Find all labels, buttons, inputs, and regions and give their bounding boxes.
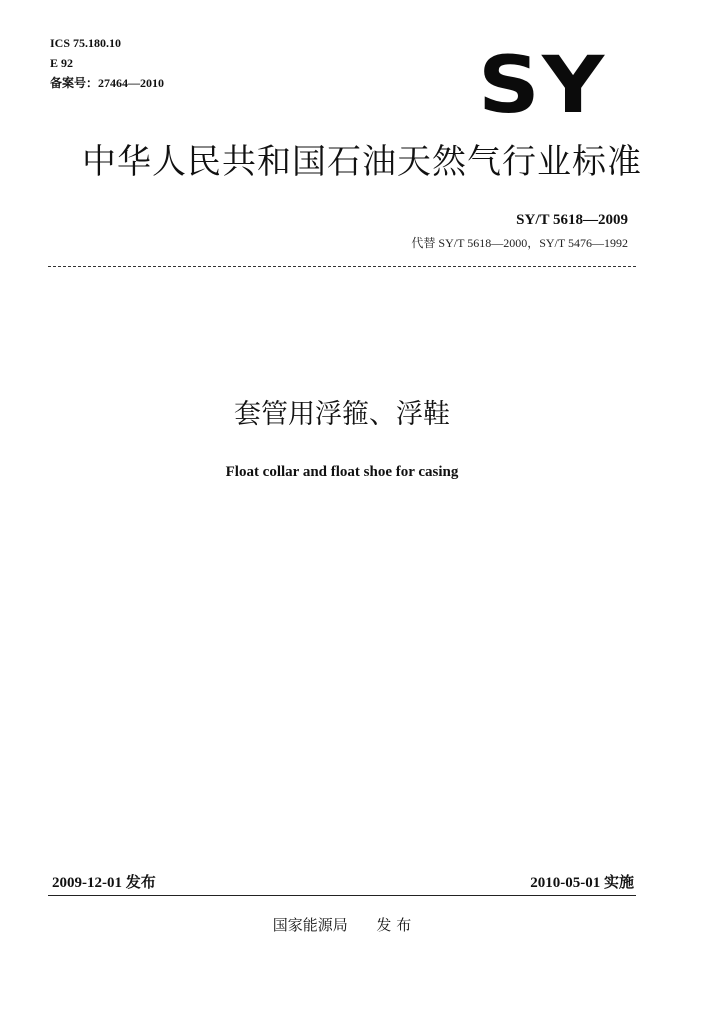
document-title-cn: 套管用浮箍、浮鞋 xyxy=(234,399,450,430)
standard-code: SY/T 5618—2009 xyxy=(516,212,628,228)
ics-code: ICS 75.180.10 xyxy=(50,36,122,50)
header-divider xyxy=(48,266,636,267)
classification-code: E 92 xyxy=(50,56,74,70)
record-number: 备案号：27464—2010 xyxy=(50,76,165,90)
issue-date: 2009-12-01 发布 xyxy=(52,875,156,891)
replaces-note: 代替 SY/T 5618—2000，SY/T 5476—1992 xyxy=(411,236,628,250)
issue-action: 发 布 xyxy=(376,916,412,934)
document-title-en: Float collar and float shoe for casing xyxy=(225,464,459,480)
standard-category-title: 中华人民共和国石油天然气行业标准 xyxy=(82,142,642,182)
implementation-date: 2010-05-01 实施 xyxy=(530,875,634,891)
footer-divider xyxy=(48,895,636,896)
sy-logo: SY xyxy=(478,41,607,131)
publisher-line xyxy=(0,914,684,935)
issuer-name: 国家能源局 xyxy=(272,916,348,934)
